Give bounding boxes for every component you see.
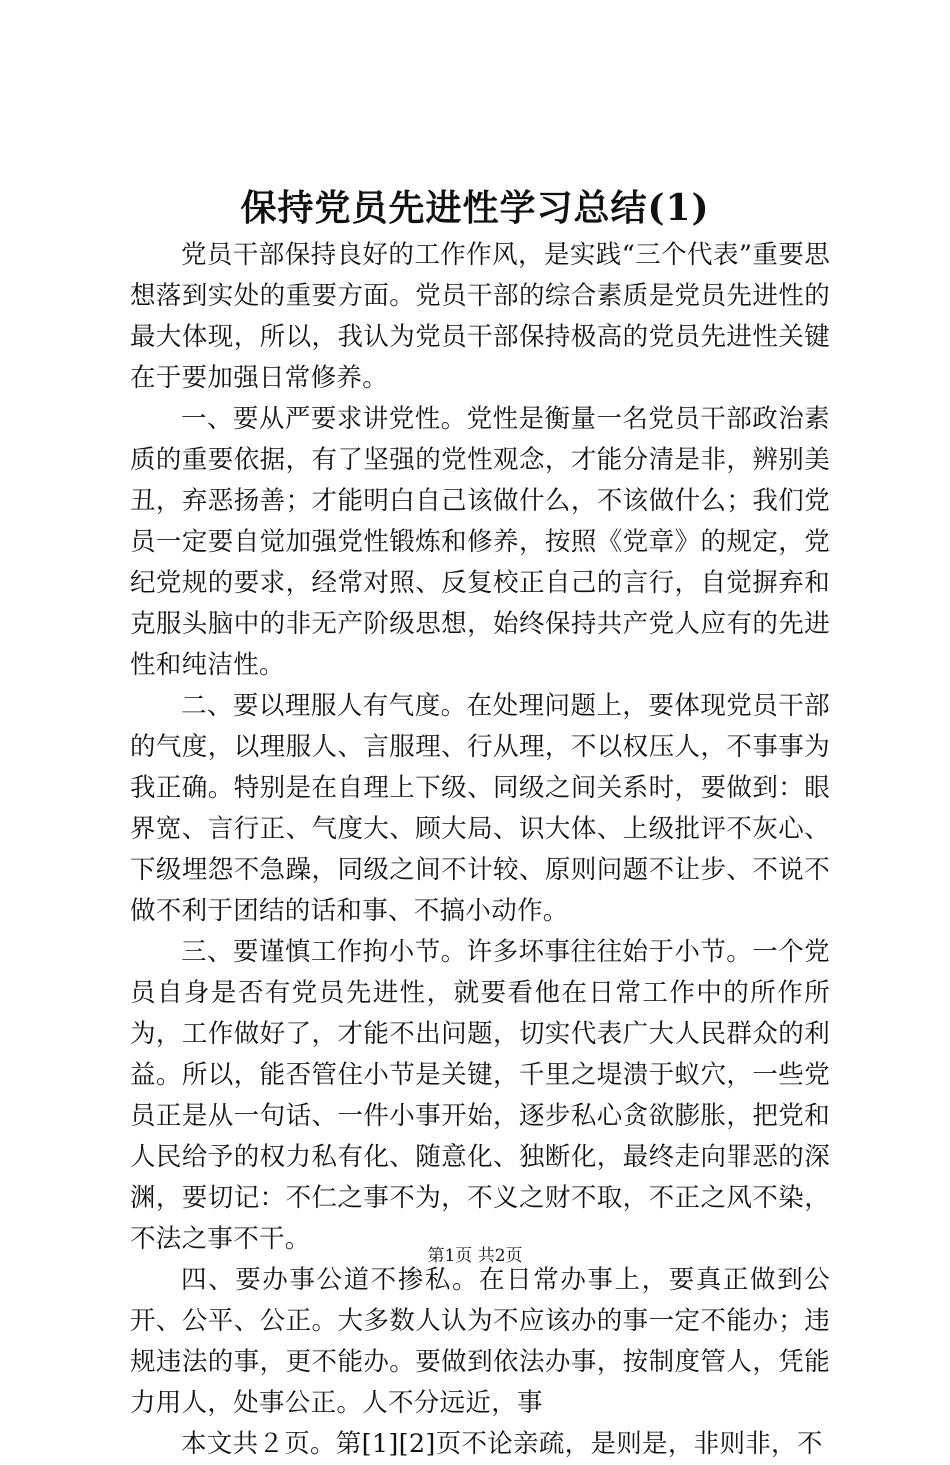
paragraph-section-3: 三、要谨慎工作拘小节。许多坏事往往始于小节。一个党员自身是否有党员先进性，就要看他在日常工作中的所作所为，工作做好了，才能不出问题，切实代表广大人民群众的利益。所以，能否管住小节是关键，千里之堤溃于蚁穴，一些党员正是从一句话、一件小事开始，逐步私心贪欲膨胀，把党和人民给予的权力私有化、随意化、独断化，最终走向罪恶的深渊，要切记：不仁之事不为，不义之财不取，不正之风不染，不法之事不干。	[130, 937, 830, 1254]
paragraph-page-note: 本文共２页。第[1][2]页不论亲疏，是则是，非则非，不	[181, 1429, 823, 1459]
paragraph-section-2: 二、要以理服人有气度。在处理问题上，要体现党员干部的气度，以理服人、言服理、行从理，不以权压人，不事事为我正确。特别是在自理上下级、同级之间关系时，要做到：眼界宽、言行正、气度大、顾大局、识大体、上级批评不灰心、下级埋怨不急躁，同级之间不计较、原则问题不让步、不说不做不利于团结的话和事、不搞小动作。	[130, 691, 830, 926]
paragraph-intro: 党员干部保持良好的工作作风，是实践“三个代表”重要思想落到实处的重要方面。党员干部的综合素质是党员先进性的最大体现，所以，我认为党员干部保持极高的党员先进性关键在于要加强日常修养。	[130, 240, 830, 393]
document-body	[130, 235, 830, 1465]
paragraph-section-4: 四、要办事公道不掺私。在日常办事上，要真正做到公开、公平、公正。大多数人认为不应该办的事一定不能办；违规违法的事，更不能办。要做到依法办事，按制度管人，凭能力用人，处事公正。人不分远近，事	[130, 1265, 830, 1418]
page-footer: 第1页 共2页	[427, 1246, 523, 1266]
document-title: 保持党员先进性学习总结(1)	[240, 187, 710, 229]
paragraph-section-1: 一、要从严要求讲党性。党性是衡量一名党员干部政治素质的重要依据，有了坚强的党性观念，才能分清是非，辨别美丑，弃恶扬善；才能明白自己该做什么，不该做什么；我们党员一定要自觉加强党性锻炼和修养，按照《党章》的规定，党纪党规的要求，经常对照、反复校正自己的言行，自觉摒弃和克服头脑中的非无产阶级思想，始终保持共产党人应有的先进性和纯洁性。	[130, 404, 830, 680]
